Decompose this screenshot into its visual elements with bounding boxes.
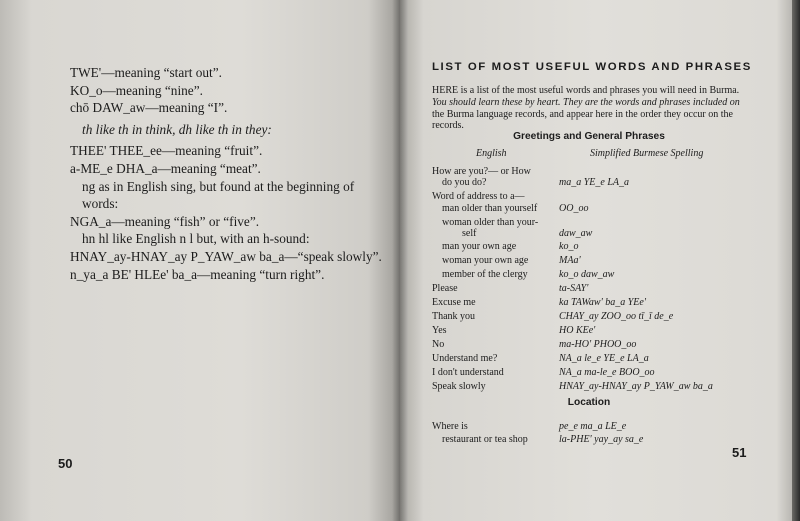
- phrase-row: [432, 282, 762, 295]
- english-phrase: Excuse me: [432, 297, 476, 308]
- english-phrase: Understand me?: [432, 353, 498, 364]
- burmese-spelling: NA_a le_e YE_e LA_a: [559, 353, 649, 364]
- english-phrase: restaurant or tea shop: [442, 434, 528, 445]
- burmese-spelling: ko_o daw_aw: [559, 269, 615, 280]
- english-phrase: do you do?: [442, 177, 487, 188]
- phrase-row: [432, 433, 762, 446]
- book-gutter: [392, 0, 408, 521]
- column-header-english: English: [476, 148, 507, 159]
- english-phrase: Please: [432, 283, 458, 294]
- phrase-row: [432, 202, 762, 215]
- english-phrase: I don't understand: [432, 367, 504, 378]
- burmese-spelling: HNAY_ay-HNAY_ay P_YAW_aw ba_a: [559, 381, 713, 392]
- text-line: TWE'—meaning “start out”.: [70, 65, 222, 80]
- english-phrase: man older than yourself: [442, 203, 538, 214]
- intro-line: the Burma language records, and appear here in the order they occur on the: [432, 108, 733, 120]
- english-phrase: woman older than your-: [442, 217, 539, 228]
- column-header-burmese: Simplified Burmese Spelling: [590, 148, 704, 159]
- english-phrase: woman your own age: [442, 255, 529, 266]
- burmese-spelling: HO KEe': [559, 325, 596, 336]
- text-line: THEE' THEE_ee—meaning “fruit”.: [70, 143, 263, 159]
- english-phrase: No: [432, 339, 445, 350]
- phrase-row: [432, 310, 762, 323]
- phrase-row: [432, 268, 762, 281]
- text-line: ng as in English sing, but found at the beginning of: [82, 178, 355, 194]
- phrase-row: [432, 352, 762, 365]
- text-line: chō DAW_aw—meaning “I”.: [70, 100, 228, 116]
- burmese-spelling: ma-HO' PHOO_oo: [559, 339, 637, 350]
- english-phrase: man your own age: [442, 241, 517, 252]
- burmese-spelling: MAa': [559, 255, 581, 266]
- intro-line: You should learn these by heart. They are the words and phrases included on: [432, 96, 740, 108]
- english-phrase: member of the clergy: [442, 269, 528, 280]
- page-number-left: 50: [58, 456, 73, 471]
- phrase-row: [432, 240, 762, 253]
- burmese-spelling: OO_oo: [559, 203, 589, 214]
- section-heading-greetings: Greetings and General Phrases: [513, 131, 665, 142]
- burmese-spelling: daw_aw: [559, 228, 593, 239]
- english-phrase: Speak slowly: [432, 381, 486, 392]
- intro-line: records.: [432, 120, 464, 132]
- phrase-row: [432, 227, 762, 240]
- text-line: n_ya_a BE' HLEe' ba_a—meaning “turn right”.: [70, 266, 325, 282]
- phrase-row: [432, 176, 762, 189]
- intro-line: HERE is a list of the most useful words and phrases you will need in Burma.: [432, 85, 740, 96]
- text-line: HNAY_ay-HNAY_ay P_YAW_aw ba_a—“speak slowly”.: [70, 248, 382, 264]
- phrase-row: [432, 380, 762, 393]
- english-phrase: Thank you: [432, 311, 476, 322]
- left-page-text: [70, 64, 388, 283]
- burmese-spelling: la-PHE' yay_ay sa_e: [559, 434, 644, 445]
- english-phrase: self: [462, 228, 477, 239]
- english-phrase: How are you?— or How: [432, 166, 531, 177]
- burmese-spelling: NA_a ma-le_e BOO_oo: [559, 367, 655, 378]
- phrase-row: [432, 324, 762, 337]
- english-phrase: Where is: [432, 421, 468, 432]
- english-phrase: Yes: [432, 325, 447, 336]
- page-number-right: 51: [732, 445, 747, 460]
- phrase-row: [432, 296, 762, 309]
- text-line: NGA_a—meaning “fish” or “five”.: [70, 213, 260, 229]
- text-line: hn hl like English n l but, with an h-sound:: [82, 231, 310, 247]
- phrase-row: [432, 366, 762, 379]
- intro-paragraph: [432, 85, 746, 132]
- burmese-spelling: CHAY_ay ZOO_oo tī_ī de_e: [559, 311, 674, 322]
- phrase-row: [432, 420, 762, 433]
- burmese-spelling: ma_a YE_e LA_a: [559, 177, 629, 188]
- text-line: KO_o—meaning “nine”.: [70, 82, 203, 98]
- burmese-spelling: ka TAWaw' ba_a YEe': [559, 297, 646, 308]
- text-line: a-ME_e DHA_a—meaning “meat”.: [70, 160, 261, 176]
- burmese-spelling: ta-SAY': [559, 283, 589, 294]
- text-line: words:: [82, 196, 119, 212]
- phrase-row: [432, 338, 762, 351]
- english-phrase: Word of address to a—: [432, 191, 525, 202]
- list-title: LIST OF MOST USEFUL WORDS AND PHRASES: [432, 61, 752, 73]
- phrase-row: [432, 254, 762, 267]
- section-heading-location: Location: [567, 397, 611, 408]
- text-line: th like th in think, dh like th in they:: [82, 121, 272, 137]
- page-edge: [792, 0, 800, 521]
- burmese-spelling: ko_o: [559, 241, 579, 252]
- burmese-spelling: pe_e ma_a LE_e: [559, 421, 627, 432]
